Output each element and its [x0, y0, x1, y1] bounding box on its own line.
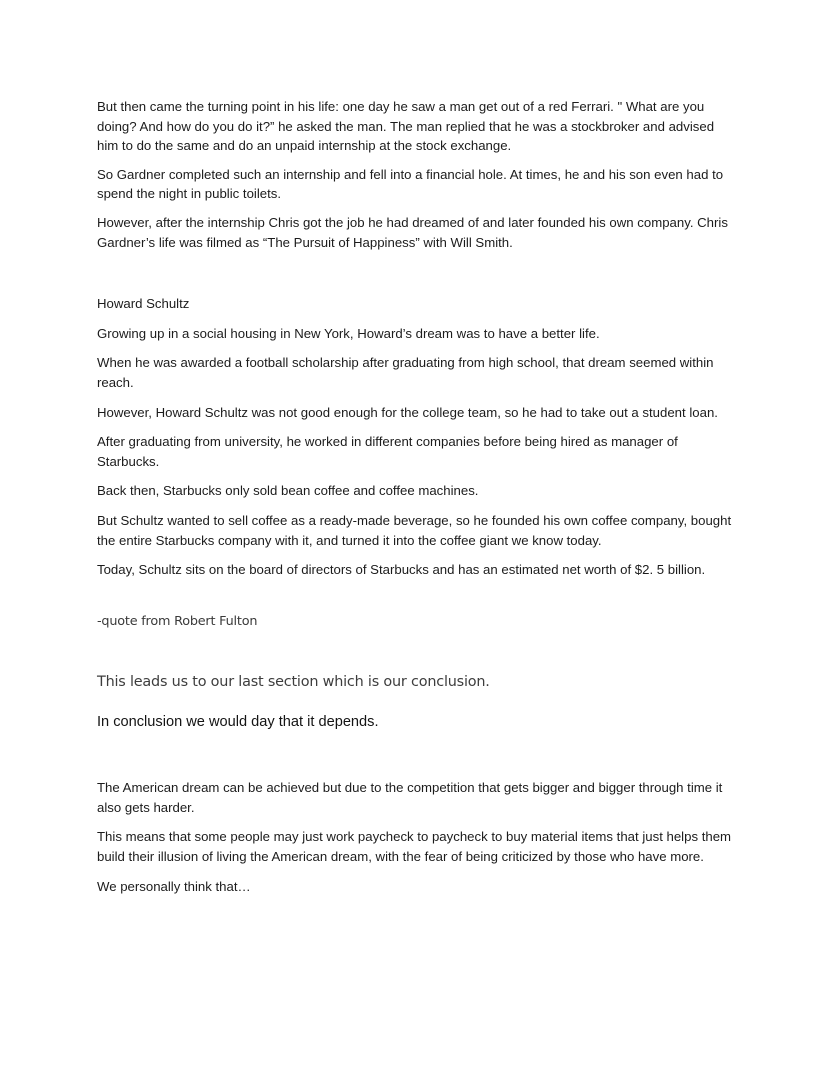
paragraph-conclusion-opinion: We personally think that…	[97, 878, 251, 894]
transition-sentence: This leads us to our last section which is our conclusion.	[97, 674, 490, 691]
paragraph-schultz-founding: But Schultz wanted to sell coffee as a ready-made beverage, so he founded his own coffee company, bought the entire Starbucks company with it, and turned it into the coffee giant we know today.	[97, 512, 732, 548]
conclusion-statement: In conclusion we would day that it depends.	[97, 714, 379, 731]
quote-attribution: -quote from Robert Fulton	[97, 613, 258, 629]
paragraph-schultz-career: After graduating from university, he worked in different companies before being hired as manager of Starbucks.	[97, 434, 678, 469]
paragraph-schultz-loan: However, Howard Schultz was not good enough for the college team, so he had to take out a student loan.	[97, 404, 718, 420]
paragraph-conclusion-paycheck: This means that some people may just work paycheck to paycheck to buy material items that just helps them build their illusion of living the American dream, with the fear of being criticized by those who have more.	[97, 829, 732, 865]
paragraph-schultz-starbucks-then: Back then, Starbucks only sold bean coffee and coffee machines.	[97, 483, 479, 499]
paragraph-conclusion-competition: The American dream can be achieved but due to the competition that gets bigger and bigger through time it also gets harder.	[97, 780, 723, 815]
paragraph-schultz-childhood: Growing up in a social housing in New York, Howard’s dream was to have a better life.	[97, 325, 600, 341]
paragraph-schultz-scholarship: When he was awarded a football scholarship after graduating from high school, that dream seemed within reach.	[97, 355, 714, 390]
document-page	[97, 97, 737, 896]
paragraph-schultz-today: Today, Schultz sits on the board of directors of Starbucks and has an estimated net worth of $2. 5 billion.	[97, 562, 706, 578]
paragraph-gardner-turning-point: But then came the turning point in his life: one day he saw a man get out of a red Ferrari. " What are you doing? And how do you do it?” he asked the man. The man replied that he was a stockbroker and advised him to do the same and do an unpaid internship at the stock exchange.	[97, 99, 715, 154]
section-heading-howard-schultz: Howard Schultz	[97, 296, 190, 312]
paragraph-gardner-internship: So Gardner completed such an internship and fell into a financial hole. At times, he and his son even had to spend the night in public toilets.	[97, 166, 724, 202]
paragraph-gardner-company: However, after the internship Chris got the job he had dreamed of and later founded his own company. Chris Gardner’s life was filmed as “The Pursuit of Happiness” with Will Smith.	[97, 214, 728, 250]
